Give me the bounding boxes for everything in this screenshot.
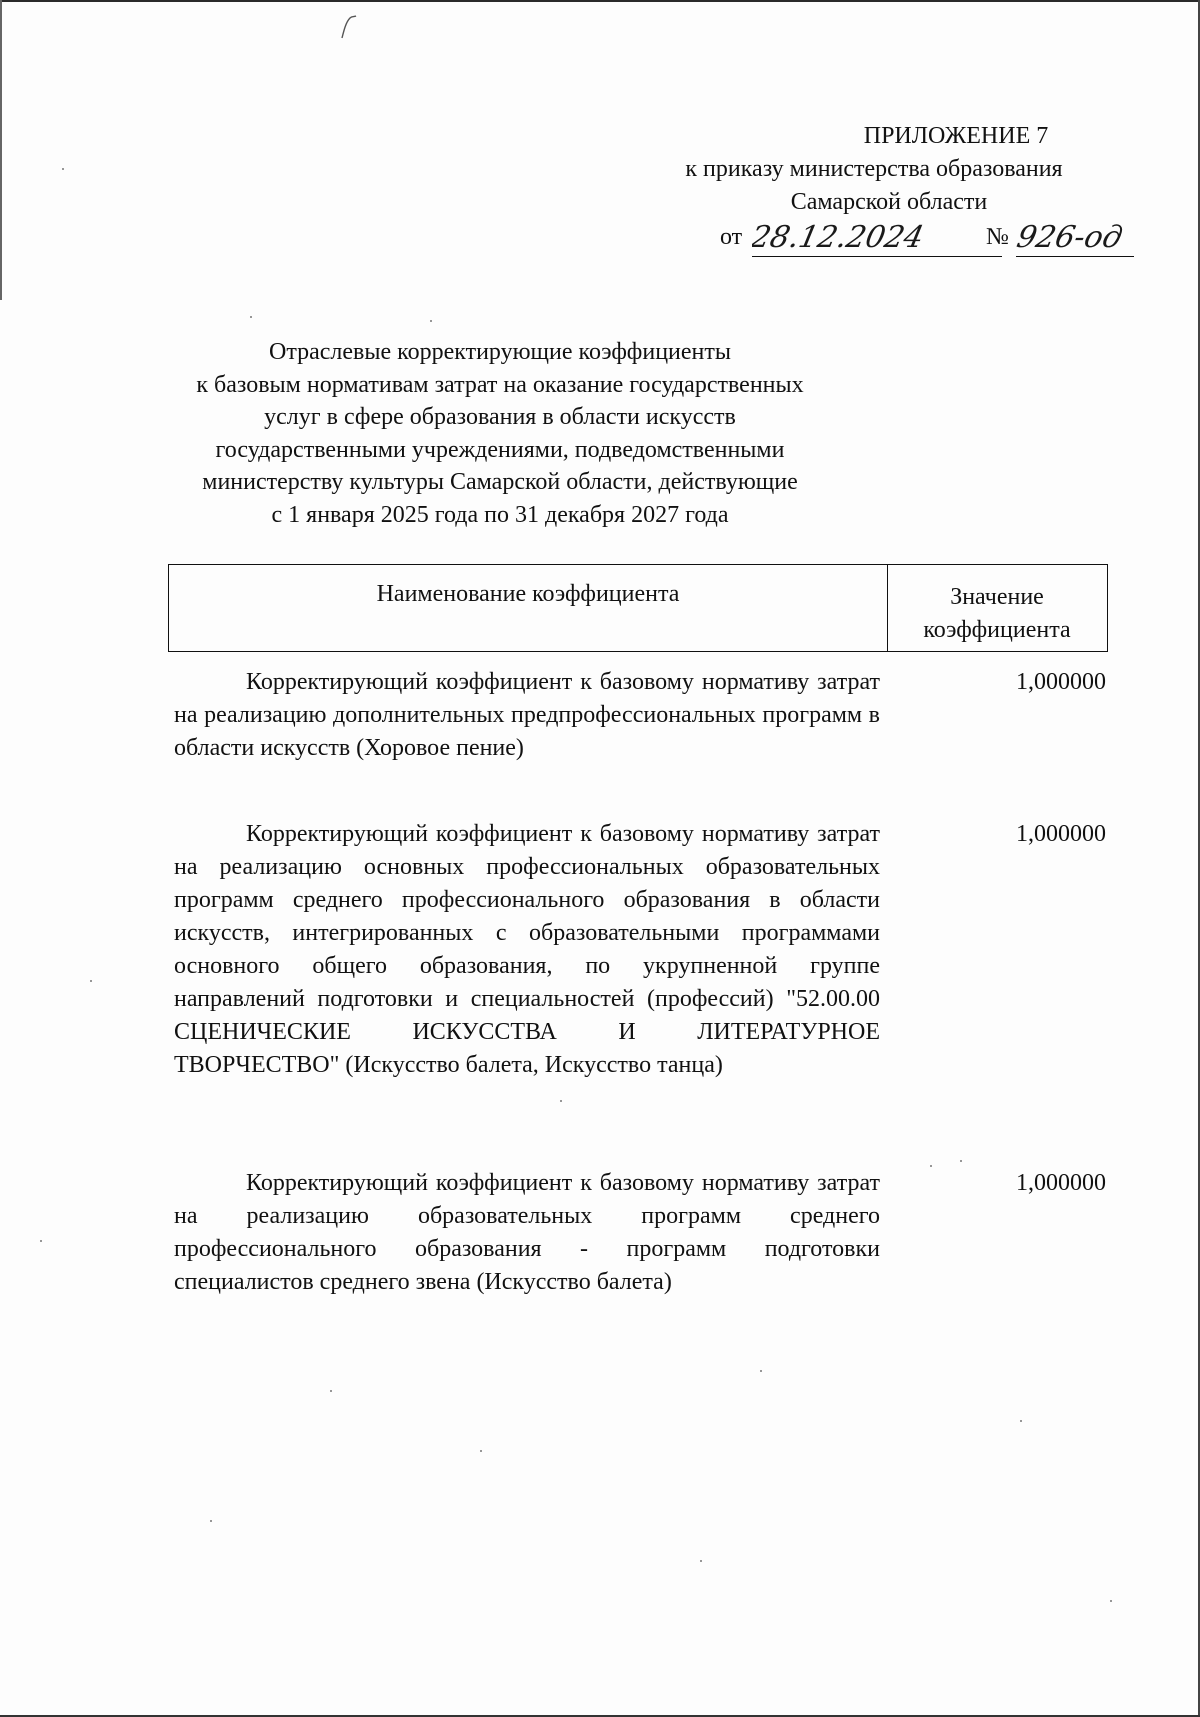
table-row xyxy=(174,1167,1108,1299)
coefficient-description: Корректирующий коэффициент к базовому нормативу затрат на реализацию образовательных программ среднего профессионального образования - программ подготовки специалистов среднего звена (Искусство балета) xyxy=(174,1170,880,1295)
handwritten-date xyxy=(752,216,1002,257)
scan-edge-left xyxy=(0,0,2,300)
coefficient-description: Корректирующий коэффициент к базовому нормативу затрат на реализацию дополнительных предпрофессиональных программ в области искусств (Хоровое пение) xyxy=(174,669,880,761)
appendix-title: ПРИЛОЖЕНИЕ 7 xyxy=(863,123,1049,149)
title-line: Отраслевые корректирующие коэффициенты xyxy=(268,339,731,365)
title-line: министерству культуры Самарской области, действующие xyxy=(202,469,798,495)
title-line: услуг в сфере образования в области искусств xyxy=(264,404,736,430)
svg-text:926-од: 926-од xyxy=(1016,220,1126,255)
appendix-region-line: Самарской области xyxy=(790,189,988,215)
date-prefix: от xyxy=(720,224,743,250)
table-row xyxy=(174,818,1108,1082)
appendix-block xyxy=(614,120,1134,219)
title-line: государственными учреждениями, подведомственными xyxy=(215,436,785,463)
title-line: к базовым нормативам затрат на оказание государственных xyxy=(196,371,804,398)
header-value-line: коэффициента xyxy=(923,617,1071,643)
stray-pen-mark xyxy=(338,14,362,40)
header-coefficient-value xyxy=(888,565,1106,651)
header-value-line: Значение xyxy=(950,584,1044,610)
svg-text:28.12.2024: 28.12.2024 xyxy=(752,220,927,255)
appendix-order-line: к приказу министерства образования xyxy=(685,156,1063,182)
handwritten-date-signature xyxy=(752,216,942,256)
coefficient-value: 1,000000 xyxy=(1016,821,1106,847)
number-sign: № xyxy=(986,224,1009,250)
header-coefficient-name: Наименование коэффициента xyxy=(169,565,888,651)
coefficient-value: 1,000000 xyxy=(1016,669,1106,695)
coefficient-value: 1,000000 xyxy=(1016,1170,1106,1196)
handwritten-number xyxy=(1016,216,1134,257)
document-title xyxy=(50,336,950,531)
table-header xyxy=(168,564,1108,652)
handwritten-number-signature xyxy=(1016,216,1134,264)
table-row xyxy=(174,666,1108,765)
title-line: с 1 января 2025 года по 31 декабря 2027 года xyxy=(271,501,729,528)
coefficient-description: Корректирующий коэффициент к базовому нормативу затрат на реализацию основных профессиональных образовательных программ среднего профессионального образования в области искусств, интегрированных с образовательными программами основного общего образования, по укрупненной группе направлений подготовки и специальностей (профессий) "52.00.00 СЦЕНИЧЕСКИЕ ИСКУССТВА И ЛИТЕРАТУРНОЕ ТВОРЧЕСТВО" (Искусство балета, Искусство танца) xyxy=(174,821,880,1078)
scan-edge-top xyxy=(0,0,1200,2)
